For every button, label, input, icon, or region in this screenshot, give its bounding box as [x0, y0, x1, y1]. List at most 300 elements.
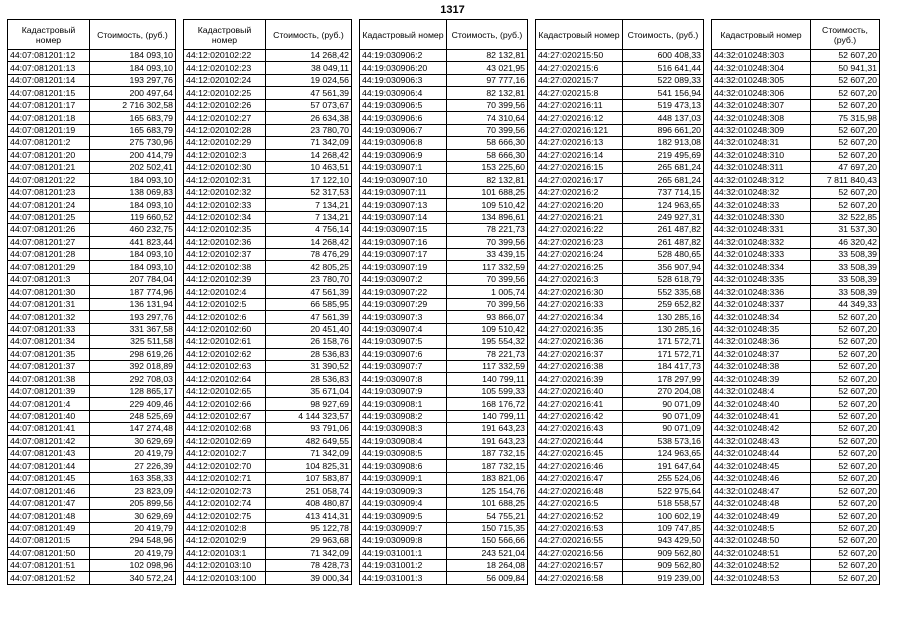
cost-cell: 52 607,20: [811, 336, 880, 348]
table-row: [712, 99, 880, 111]
cost-cell: 408 480,87: [266, 497, 352, 509]
register-table-1: [7, 19, 176, 585]
cadastral-number-cell: 44:07:081201:30: [8, 286, 90, 298]
table-row: [184, 311, 352, 323]
cost-cell: 52 607,20: [811, 410, 880, 422]
cost-cell: 39 000,34: [266, 572, 352, 584]
cost-cell: 30 629,69: [90, 510, 176, 522]
cadastral-number-cell: 44:32:010248:38: [712, 360, 811, 372]
table-row: [536, 112, 704, 124]
cost-cell: 71 342,09: [266, 547, 352, 559]
cost-cell: 52 607,20: [811, 311, 880, 323]
table-row: [8, 460, 176, 472]
cost-cell: 482 649,55: [266, 435, 352, 447]
cadastral-number-cell: 44:32:010248:312: [712, 174, 811, 186]
cost-cell: 90 071,09: [623, 398, 704, 410]
table-row: [8, 174, 176, 186]
cadastral-number-cell: 44:32:010248:37: [712, 348, 811, 360]
cadastral-number-cell: 44:27:020216:56: [536, 547, 623, 559]
cost-cell: 23 780,70: [266, 273, 352, 285]
cost-cell: 47 697,20: [811, 161, 880, 173]
cost-cell: 191 643,23: [447, 435, 528, 447]
cadastral-number-cell: 44:19:030907:7: [360, 360, 447, 372]
cadastral-number-cell: 44:07:081201:20: [8, 149, 90, 161]
cost-cell: 54 755,21: [447, 510, 528, 522]
table-row: [8, 547, 176, 559]
cadastral-number-cell: 44:32:010248:51: [712, 547, 811, 559]
table-row: [184, 323, 352, 335]
cost-cell: 47 561,39: [266, 286, 352, 298]
cadastral-number-cell: 44:07:081201:31: [8, 298, 90, 310]
cost-cell: 33 508,39: [811, 273, 880, 285]
cost-cell: 392 018,89: [90, 360, 176, 372]
table-row: [536, 199, 704, 211]
table-row: [184, 99, 352, 111]
cadastral-number-cell: 44:32:010248:45: [712, 460, 811, 472]
table-row: [360, 261, 528, 273]
cadastral-number-cell: 44:07:081201:49: [8, 522, 90, 534]
cost-cell: 90 071,09: [623, 410, 704, 422]
cost-cell: 182 913,08: [623, 137, 704, 149]
table-row: [360, 410, 528, 422]
table-row: [360, 472, 528, 484]
cost-cell: 1 005,74: [447, 286, 528, 298]
table-row: [536, 174, 704, 186]
cost-cell: 150 566,66: [447, 535, 528, 547]
cadastral-number-cell: 44:12:020102:67: [184, 410, 266, 422]
cadastral-number-cell: 44:19:030906:7: [360, 124, 447, 136]
cadastral-number-cell: 44:12:020102:7: [184, 448, 266, 460]
table-row: [8, 149, 176, 161]
table-row: [712, 249, 880, 261]
cost-cell: 737 714,15: [623, 186, 704, 198]
cost-cell: 33 508,39: [811, 249, 880, 261]
cost-cell: 187 774,96: [90, 286, 176, 298]
table-row: [536, 298, 704, 310]
cadastral-number-cell: 44:32:010248:48: [712, 497, 811, 509]
cadastral-number-cell: 44:19:030909:3: [360, 485, 447, 497]
table-row: [360, 161, 528, 173]
cost-cell: 78 476,29: [266, 249, 352, 261]
cost-cell: 70 399,56: [447, 124, 528, 136]
cost-cell: 105 599,33: [447, 385, 528, 397]
table-row: [8, 336, 176, 348]
cadastral-number-cell: 44:32:010248:36: [712, 336, 811, 348]
cost-cell: 275 730,96: [90, 137, 176, 149]
table-row: [184, 161, 352, 173]
table-row: [360, 572, 528, 584]
cost-cell: 42 805,25: [266, 261, 352, 273]
cost-cell: 248 525,69: [90, 410, 176, 422]
table-row: [536, 535, 704, 547]
cost-cell: 23 823,09: [90, 485, 176, 497]
cadastral-number-cell: 44:19:030907:17: [360, 249, 447, 261]
table-row: [536, 99, 704, 111]
cost-cell: 98 927,69: [266, 398, 352, 410]
table-row: [8, 398, 176, 410]
table-row: [360, 174, 528, 186]
cadastral-number-cell: 44:12:020102:70: [184, 460, 266, 472]
cadastral-number-cell: 44:19:031001:2: [360, 559, 447, 571]
table-row: [536, 348, 704, 360]
cost-cell: 52 607,20: [811, 448, 880, 460]
cost-cell: 909 562,80: [623, 547, 704, 559]
table-row: [712, 261, 880, 273]
table-row: [8, 50, 176, 62]
cost-cell: 26 634,38: [266, 112, 352, 124]
cost-cell: 28 536,83: [266, 373, 352, 385]
cost-cell: 153 225,60: [447, 161, 528, 173]
cost-cell: 205 899,56: [90, 497, 176, 509]
cadastral-number-cell: 44:32:010248:309: [712, 124, 811, 136]
cost-cell: 14 268,42: [266, 236, 352, 248]
cadastral-number-cell: 44:32:010248:44: [712, 448, 811, 460]
cadastral-number-cell: 44:19:030908:1: [360, 398, 447, 410]
cadastral-number-cell: 44:07:081201:42: [8, 435, 90, 447]
table-row: [8, 261, 176, 273]
cost-cell: 140 799,11: [447, 410, 528, 422]
cost-cell: 47 561,39: [266, 87, 352, 99]
cadastral-number-cell: 44:32:010248:333: [712, 249, 811, 261]
cost-cell: 528 480,65: [623, 249, 704, 261]
cadastral-number-cell: 44:12:020102:39: [184, 273, 266, 285]
cadastral-number-cell: 44:19:030907:11: [360, 186, 447, 198]
cadastral-number-cell: 44:19:030909:1: [360, 472, 447, 484]
table-row: [360, 373, 528, 385]
cost-cell: 255 524,06: [623, 472, 704, 484]
cost-cell: 130 285,16: [623, 323, 704, 335]
table-row: [536, 74, 704, 86]
cost-cell: 33 439,15: [447, 249, 528, 261]
cadastral-number-cell: 44:19:030907:1: [360, 161, 447, 173]
cost-cell: 7 811 840,43: [811, 174, 880, 186]
table-row: [712, 112, 880, 124]
cost-cell: 10 463,51: [266, 161, 352, 173]
cost-cell: 4 144 323,57: [266, 410, 352, 422]
table-row: [8, 535, 176, 547]
table-row: [184, 572, 352, 584]
cost-cell: 7 134,21: [266, 199, 352, 211]
cost-cell: 193 297,76: [90, 74, 176, 86]
cost-cell: 130 285,16: [623, 311, 704, 323]
cost-cell: 78 221,73: [447, 348, 528, 360]
cost-cell: 109 747,85: [623, 522, 704, 534]
table-row: [184, 261, 352, 273]
cadastral-number-cell: 44:19:030907:6: [360, 348, 447, 360]
cost-cell: 184 093,10: [90, 261, 176, 273]
cadastral-number-cell: 44:27:020216:53: [536, 522, 623, 534]
table-row: [8, 236, 176, 248]
table-row: [360, 137, 528, 149]
cadastral-number-cell: 44:07:081201:47: [8, 497, 90, 509]
table-row: [712, 410, 880, 422]
cadastral-number-cell: 44:19:030906:3: [360, 74, 447, 86]
table-row: [712, 360, 880, 372]
cadastral-number-cell: 44:19:030907:22: [360, 286, 447, 298]
cost-cell: 52 607,20: [811, 50, 880, 62]
table-row: [8, 472, 176, 484]
table-row: [184, 62, 352, 74]
cost-cell: 104 825,31: [266, 460, 352, 472]
cadastral-number-cell: 44:07:081201:44: [8, 460, 90, 472]
table-row: [360, 460, 528, 472]
cadastral-number-cell: 44:07:081201:13: [8, 62, 90, 74]
table-row: [360, 510, 528, 522]
cost-cell: 270 204,08: [623, 385, 704, 397]
table-row: [8, 224, 176, 236]
cadastral-number-cell: 44:07:081201:32: [8, 311, 90, 323]
table-row: [360, 398, 528, 410]
cadastral-number-cell: 44:12:020103:1: [184, 547, 266, 559]
table-row: [360, 485, 528, 497]
table-row: [360, 99, 528, 111]
table-row: [184, 236, 352, 248]
cost-cell: 33 508,39: [811, 286, 880, 298]
table-row: [184, 448, 352, 460]
table-row: [184, 485, 352, 497]
cost-cell: 52 607,20: [811, 186, 880, 198]
table-row: [360, 360, 528, 372]
table-row: [712, 74, 880, 86]
cadastral-number-cell: 44:07:081201:29: [8, 261, 90, 273]
cost-cell: 134 896,61: [447, 211, 528, 223]
table-row: [536, 249, 704, 261]
cost-cell: 243 521,04: [447, 547, 528, 559]
table-row: [8, 423, 176, 435]
cadastral-number-cell: 44:32:010248:40: [712, 398, 811, 410]
table-row: [536, 472, 704, 484]
cost-cell: 58 666,30: [447, 137, 528, 149]
cost-cell: 460 232,75: [90, 224, 176, 236]
table-row: [8, 161, 176, 173]
table-row: [184, 249, 352, 261]
table-row: [712, 87, 880, 99]
cost-cell: 249 927,31: [623, 211, 704, 223]
cost-cell: 325 511,58: [90, 336, 176, 348]
table-row: [536, 373, 704, 385]
cadastral-number-cell: 44:27:020216:55: [536, 535, 623, 547]
cost-cell: 95 122,78: [266, 522, 352, 534]
table-row: [360, 348, 528, 360]
cadastral-number-cell: 44:27:020216:30: [536, 286, 623, 298]
cost-cell: 27 226,39: [90, 460, 176, 472]
cadastral-number-cell: 44:32:010248:34: [712, 311, 811, 323]
cadastral-number-cell: 44:27:020216:34: [536, 311, 623, 323]
cadastral-number-cell: 44:27:020215:50: [536, 50, 623, 62]
cadastral-number-cell: 44:12:020102:25: [184, 87, 266, 99]
header-row: [712, 20, 880, 50]
cadastral-number-cell: 44:32:010248:32: [712, 186, 811, 198]
cost-cell: 171 572,71: [623, 348, 704, 360]
table-row: [184, 547, 352, 559]
cadastral-number-cell: 44:19:030908:6: [360, 460, 447, 472]
cadastral-number-header: Кадастровый номер: [184, 20, 266, 50]
cost-cell: 90 071,09: [623, 423, 704, 435]
cadastral-number-cell: 44:07:081201:12: [8, 50, 90, 62]
table-row: [184, 360, 352, 372]
cadastral-number-cell: 44:32:010248:52: [712, 559, 811, 571]
cadastral-number-cell: 44:27:020216:20: [536, 199, 623, 211]
cadastral-number-cell: 44:12:020102:27: [184, 112, 266, 124]
table-row: [536, 50, 704, 62]
cadastral-number-cell: 44:27:020216:44: [536, 435, 623, 447]
table-row: [8, 298, 176, 310]
table-row: [712, 137, 880, 149]
cadastral-number-cell: 44:32:010248:310: [712, 149, 811, 161]
table-row: [8, 211, 176, 223]
table-row: [712, 472, 880, 484]
cost-cell: 35 671,04: [266, 385, 352, 397]
cadastral-number-cell: 44:19:030906:4: [360, 87, 447, 99]
cost-cell: 178 297,99: [623, 373, 704, 385]
table-row: [536, 323, 704, 335]
cadastral-number-cell: 44:27:020216:121: [536, 124, 623, 136]
table-row: [536, 410, 704, 422]
cost-cell: 150 715,35: [447, 522, 528, 534]
table-row: [184, 298, 352, 310]
cost-cell: 171 572,71: [623, 336, 704, 348]
cadastral-number-cell: 44:12:020103:10: [184, 559, 266, 571]
cadastral-number-cell: 44:27:020216:41: [536, 398, 623, 410]
table-row: [536, 510, 704, 522]
table-row: [8, 348, 176, 360]
cadastral-number-cell: 44:07:081201:43: [8, 448, 90, 460]
cost-cell: 52 607,20: [811, 74, 880, 86]
cadastral-number-cell: 44:12:020102:37: [184, 249, 266, 261]
cadastral-number-cell: 44:12:020102:62: [184, 348, 266, 360]
cadastral-number-cell: 44:32:010248:41: [712, 410, 811, 422]
cadastral-number-cell: 44:32:010248:330: [712, 211, 811, 223]
table-row: [184, 224, 352, 236]
table-row: [184, 211, 352, 223]
cadastral-number-cell: 44:32:010248:336: [712, 286, 811, 298]
cost-cell: 109 510,42: [447, 199, 528, 211]
table-row: [184, 124, 352, 136]
cost-cell: 600 408,33: [623, 50, 704, 62]
cost-header: Стоимость, (руб.): [447, 20, 528, 50]
table-row: [8, 112, 176, 124]
table-row: [712, 149, 880, 161]
table-row: [712, 535, 880, 547]
cost-header: Стоимость, (руб.): [266, 20, 352, 50]
table-row: [712, 460, 880, 472]
table-row: [8, 410, 176, 422]
cadastral-number-cell: 44:32:010248:308: [712, 112, 811, 124]
cost-cell: 52 607,20: [811, 423, 880, 435]
cadastral-number-cell: 44:32:010248:331: [712, 224, 811, 236]
cadastral-number-cell: 44:19:030908:2: [360, 410, 447, 422]
cadastral-number-cell: 44:27:020216:39: [536, 373, 623, 385]
cadastral-number-cell: 44:07:081201:18: [8, 112, 90, 124]
table-row: [184, 398, 352, 410]
cost-cell: 18 264,08: [447, 559, 528, 571]
cost-cell: 522 975,64: [623, 485, 704, 497]
cadastral-number-cell: 44:27:020216:47: [536, 472, 623, 484]
cadastral-number-cell: 44:32:010248:4: [712, 385, 811, 397]
cost-cell: 71 342,09: [266, 448, 352, 460]
table-row: [8, 323, 176, 335]
cost-cell: 117 332,59: [447, 261, 528, 273]
table-row: [536, 559, 704, 571]
cost-cell: 57 073,67: [266, 99, 352, 111]
header-row: [536, 20, 704, 50]
table-row: [8, 373, 176, 385]
table-row: [360, 547, 528, 559]
cadastral-number-cell: 44:32:010248:43: [712, 435, 811, 447]
cadastral-number-cell: 44:19:030909:4: [360, 497, 447, 509]
cost-cell: 58 666,30: [447, 149, 528, 161]
table-row: [8, 74, 176, 86]
cadastral-number-cell: 44:07:081201:45: [8, 472, 90, 484]
cost-cell: 52 607,20: [811, 137, 880, 149]
table-row: [536, 460, 704, 472]
cost-cell: 193 297,76: [90, 311, 176, 323]
table-row: [712, 298, 880, 310]
cadastral-number-cell: 44:32:010248:337: [712, 298, 811, 310]
cost-header: Стоимость, (руб.): [623, 20, 704, 50]
cost-cell: 229 409,46: [90, 398, 176, 410]
cadastral-number-cell: 44:27:020216:48: [536, 485, 623, 497]
cadastral-number-cell: 44:32:010248:5: [712, 522, 811, 534]
cadastral-number-cell: 44:32:010248:306: [712, 87, 811, 99]
cadastral-number-cell: 44:19:030906:6: [360, 112, 447, 124]
cadastral-number-cell: 44:19:030907:13: [360, 199, 447, 211]
table-row: [536, 547, 704, 559]
cost-cell: 82 132,81: [447, 174, 528, 186]
cost-cell: 356 907,94: [623, 261, 704, 273]
cost-cell: 52 607,20: [811, 435, 880, 447]
cost-cell: 52 607,20: [811, 149, 880, 161]
table-row: [184, 186, 352, 198]
table-row: [184, 410, 352, 422]
table-row: [536, 224, 704, 236]
cost-cell: 50 941,31: [811, 62, 880, 74]
cost-cell: 163 358,33: [90, 472, 176, 484]
cadastral-number-cell: 44:12:020102:74: [184, 497, 266, 509]
table-row: [360, 311, 528, 323]
cadastral-number-cell: 44:19:030907:2: [360, 273, 447, 285]
table-row: [536, 360, 704, 372]
cadastral-number-cell: 44:07:081201:25: [8, 211, 90, 223]
header-row: [8, 20, 176, 50]
cost-cell: 14 268,42: [266, 149, 352, 161]
cost-cell: 23 780,70: [266, 124, 352, 136]
cadastral-number-cell: 44:12:020102:35: [184, 224, 266, 236]
table-row: [712, 385, 880, 397]
table-row: [8, 273, 176, 285]
cost-cell: 441 823,44: [90, 236, 176, 248]
cadastral-number-cell: 44:27:020216:45: [536, 448, 623, 460]
table-row: [184, 149, 352, 161]
cadastral-number-cell: 44:27:020216:38: [536, 360, 623, 372]
table-row: [184, 137, 352, 149]
cost-cell: 20 451,40: [266, 323, 352, 335]
table-row: [8, 522, 176, 534]
cost-cell: 124 963,65: [623, 199, 704, 211]
cadastral-number-cell: 44:27:020216:37: [536, 348, 623, 360]
table-row: [536, 522, 704, 534]
cost-cell: 52 607,20: [811, 385, 880, 397]
table-row: [712, 286, 880, 298]
cost-cell: 147 274,48: [90, 423, 176, 435]
cost-header: Стоимость, (руб.): [90, 20, 176, 50]
cadastral-number-cell: 44:27:020216:23: [536, 236, 623, 248]
cadastral-number-header: Кадастровый номер: [8, 20, 90, 50]
cadastral-number-cell: 44:12:020102:29: [184, 137, 266, 149]
cadastral-number-cell: 44:32:010248:334: [712, 261, 811, 273]
cadastral-number-cell: 44:07:081201:33: [8, 323, 90, 335]
cost-cell: 52 607,20: [811, 87, 880, 99]
